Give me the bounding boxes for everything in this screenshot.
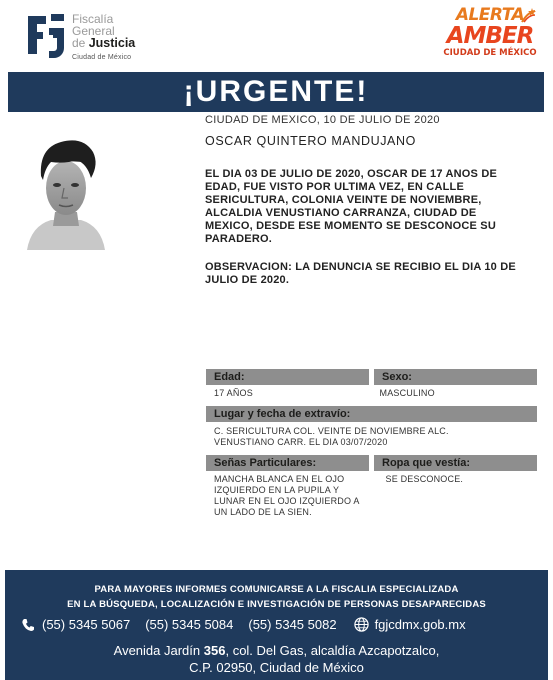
date-line: CIUDAD DE MEXICO, 10 DE JULIO DE 2020 bbox=[205, 114, 440, 126]
agency-line3 bbox=[72, 37, 135, 49]
place-label: Lugar y fecha de extravío: bbox=[206, 406, 537, 422]
header bbox=[0, 0, 553, 72]
age-label: Edad: bbox=[206, 369, 369, 385]
info-line1: PARA MAYORES INFORMES COMUNICARSE A LA FISCALIA ESPECIALIZADA bbox=[94, 584, 459, 595]
marks-value: MANCHA BLANCA EN EL OJO IZQUIERDO EN LA PUPILA Y LUNAR EN EL OJO IZQUIERDO A UN LADO DE LA SIEN. bbox=[214, 474, 360, 517]
urgent-banner: ¡URGENTE! bbox=[8, 72, 544, 112]
marks-label: Señas Particulares: bbox=[206, 455, 369, 471]
age-value: 17 AÑOS bbox=[214, 388, 253, 398]
place-value: C. SERICULTURA COL. VEINTE DE NOVIEMBRE ALC. VENUSTIANO CARR. EL DIA 03/07/2020 bbox=[214, 426, 449, 447]
phone-icon bbox=[21, 618, 35, 632]
place-header bbox=[206, 406, 537, 422]
address-number: 356 bbox=[203, 643, 226, 658]
address-line1 bbox=[5, 642, 548, 659]
address-prefix: Avenida Jardín bbox=[113, 643, 201, 658]
agency-line1: Fiscalía bbox=[72, 12, 114, 26]
age-sex-header bbox=[206, 369, 537, 385]
observation-text: OBSERVACION: LA DENUNCIA SE RECIBIO EL DIA 10 DE JULIO DE 2020. bbox=[205, 261, 516, 286]
agency-line3-prefix: de bbox=[72, 36, 86, 50]
address-suffix: , col. Del Gas, alcaldía Azcapotzalco, bbox=[225, 643, 440, 658]
marks-clothing-values bbox=[206, 474, 537, 518]
alert-line1: ALERTA bbox=[455, 5, 525, 25]
narrative-text: EL DIA 03 DE JULIO DE 2020, OSCAR DE 17 ANOS DE EDAD, FUE VISTO POR ULTIMA VEZ, EN CALLE SERICULTURA, COLONIA VEINTE DE NOVIEMBRE, ALCALDIA VENUSTIANO CARRANZA, CIUDAD DE MEXICO, DESDE ESE MOMENTO SE DESCONOCE SU PARADERO. bbox=[205, 168, 498, 245]
info-line2: EN LA BÚSQUEDA, LOCALIZACIÓN E INVESTIGACIÓN DE PERSONAS DESAPARECIDAS bbox=[67, 599, 486, 610]
sex-value: MASCULINO bbox=[379, 388, 435, 398]
person-photo bbox=[25, 130, 107, 250]
alerta-amber-logo bbox=[440, 6, 540, 66]
clothing-value: SE DESCONOCE. bbox=[385, 474, 464, 484]
clothing-label: Ropa que vestía: bbox=[374, 455, 537, 471]
phone-2[interactable]: (55) 5345 5084 bbox=[145, 617, 234, 632]
globe-icon bbox=[354, 617, 369, 632]
website-link[interactable]: fgjcdmx.gob.mx bbox=[374, 617, 466, 632]
star-icon bbox=[520, 8, 536, 24]
phone-1[interactable]: (55) 5345 5067 bbox=[42, 617, 131, 632]
phone-list bbox=[21, 617, 541, 632]
alert-line3: CIUDAD DE MÉXICO bbox=[443, 48, 537, 58]
place-values bbox=[206, 426, 537, 448]
agency-name bbox=[72, 13, 135, 64]
age-sex-values bbox=[206, 388, 537, 399]
missing-person-name: OSCAR QUINTERO MANDUJANO bbox=[205, 134, 416, 148]
marks-clothing-header bbox=[206, 455, 537, 471]
contact-footer bbox=[5, 570, 548, 680]
agency-line3-strong: Justicia bbox=[88, 36, 136, 50]
alert-line2: AMBER bbox=[446, 23, 534, 49]
agency-line2: General bbox=[72, 24, 115, 38]
phone-3[interactable]: (55) 5345 5082 bbox=[248, 617, 337, 632]
agency-city: Ciudad de México bbox=[72, 54, 132, 61]
sex-label: Sexo: bbox=[374, 369, 537, 385]
address bbox=[5, 642, 548, 676]
fgj-logo bbox=[27, 12, 67, 58]
contact-info bbox=[5, 582, 548, 612]
address-line2: C.P. 02950, Ciudad de México bbox=[189, 660, 364, 675]
